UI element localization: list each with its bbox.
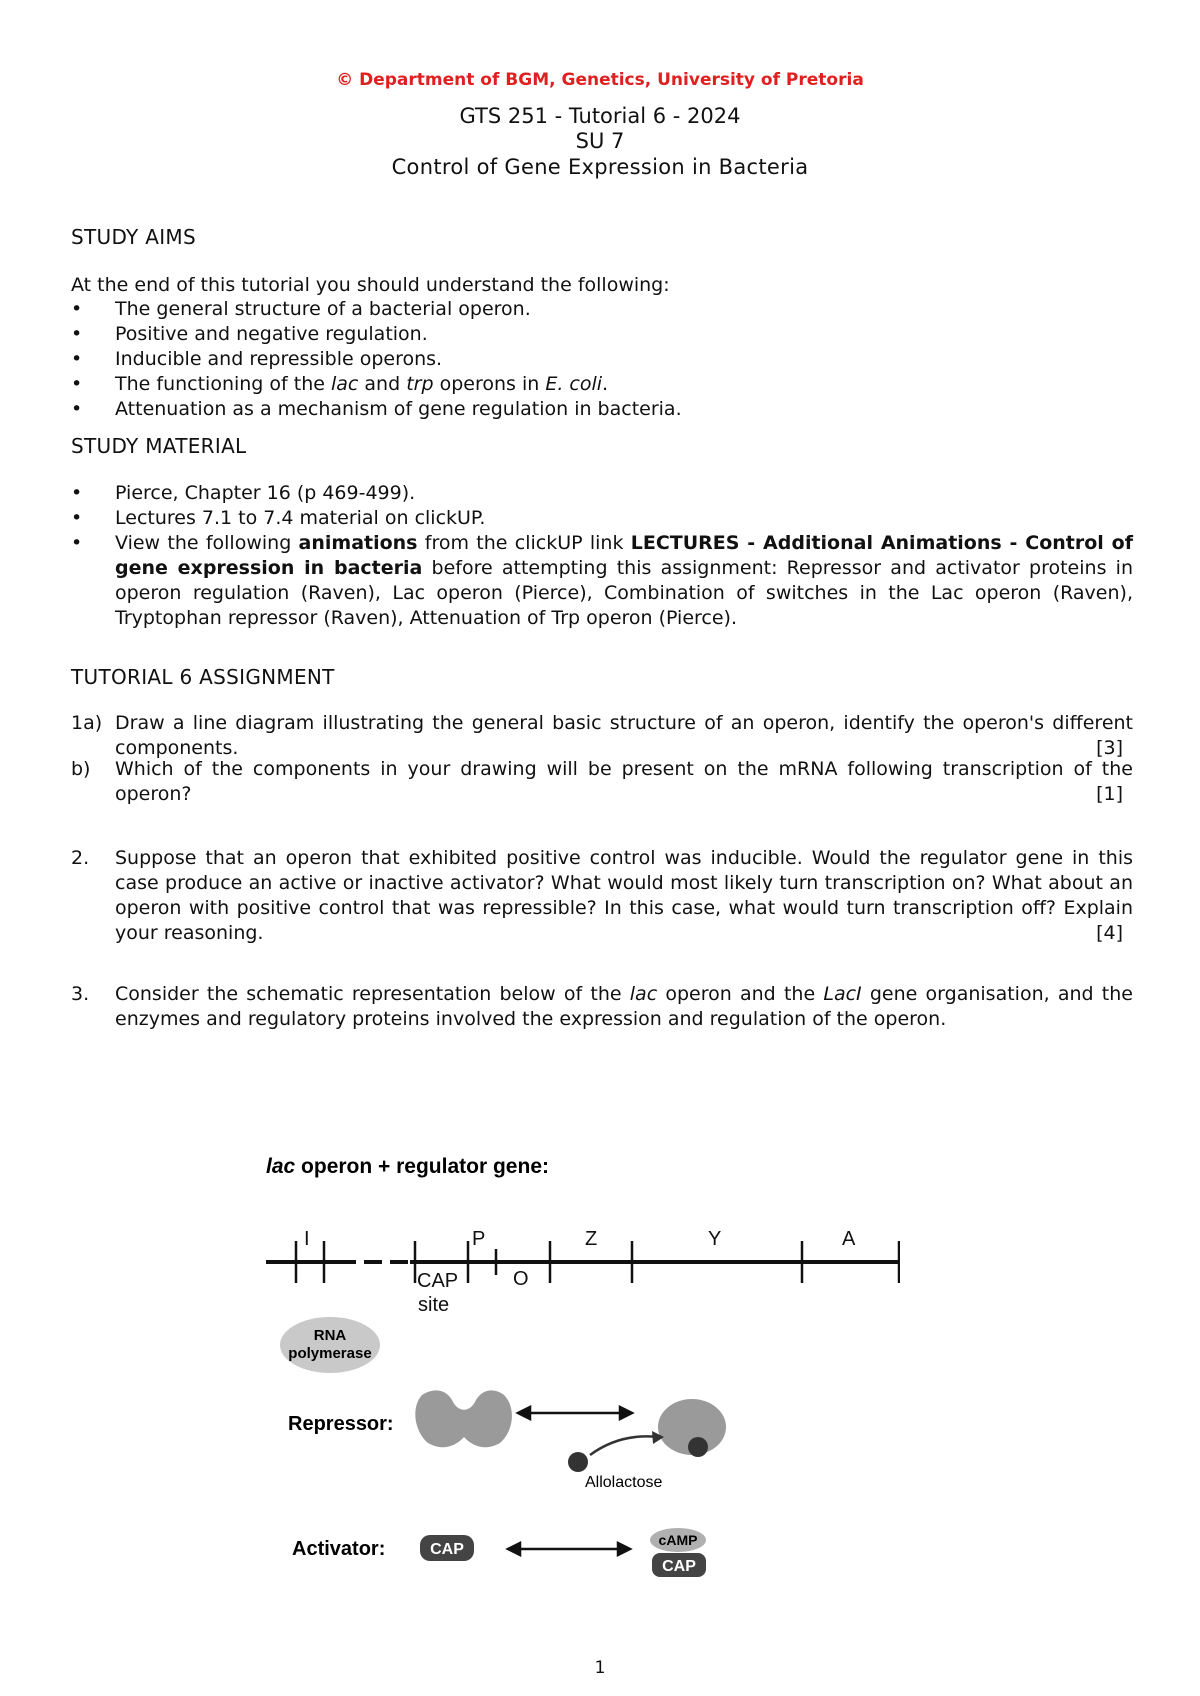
camp-badge: cAMP <box>658 1532 698 1548</box>
study-unit: SU 7 <box>575 129 625 153</box>
cap-badge: CAP <box>430 1541 464 1558</box>
list-item: • Lectures 7.1 to 7.4 material on clickUP. <box>71 507 486 529</box>
repressor-equilibrium-arrow <box>518 1407 632 1419</box>
list-item: • Pierce, Chapter 16 (p 469-499). <box>71 482 416 504</box>
bullet-icon: • <box>71 507 83 529</box>
study-aims-intro: At the end of this tutorial you should understand the following: <box>71 274 670 296</box>
list-item: • Attenuation as a mechanism of gene regulation in bacteria. <box>71 398 682 420</box>
mark-allocation: [3] <box>1096 737 1123 759</box>
lac-operon-diagram <box>180 1155 900 1625</box>
list-item: • Inducible and repressible operons. <box>71 348 443 370</box>
question-1b: b) Which of the components in your drawing will be present on the mRNA following transcription of the operon? [1] <box>71 758 1133 805</box>
bullet-icon: • <box>71 298 83 320</box>
question-2: 2. Suppose that an operon that exhibited positive control was inducible. Would the regulator gene in this case produce an active or inactive activator? What would most likely turn transcription on? What about an operon with positive control that was repressible? In this case, what would turn transcription off? Explain your reasoning. [4] <box>71 847 1133 944</box>
list-item: • Positive and negative regulation. <box>71 323 428 345</box>
bullet-icon: • <box>71 348 83 370</box>
gene-label-a: A <box>842 1228 856 1250</box>
cap-site-label: CAP <box>417 1270 459 1292</box>
bullet-icon: • <box>71 482 83 504</box>
question-number: 1a) <box>71 712 103 734</box>
question-number: b) <box>71 758 91 780</box>
gene-label-i: I <box>304 1228 310 1250</box>
diagram-title: lac operon + regulator gene: <box>266 1155 549 1178</box>
mark-allocation: [1] <box>1096 783 1123 805</box>
cap-badge-bound: CAP <box>662 1558 696 1575</box>
study-aims-heading: STUDY AIMS <box>71 225 196 249</box>
svg-text:RNA: RNA <box>313 1327 347 1344</box>
list-item: • The functioning of the lac and trp operons in E. coli. <box>71 373 609 395</box>
gene-label-y: Y <box>708 1228 722 1250</box>
question-number: 2. <box>71 847 90 869</box>
question-3: 3. Consider the schematic representation below of the lac operon and the LacI gene organisation, and the enzymes and regulatory proteins involved the expression and regulation of the operon. <box>71 983 1133 1030</box>
study-material-heading: STUDY MATERIAL <box>71 434 247 458</box>
operator-label: O <box>513 1268 529 1290</box>
bullet-icon: • <box>71 323 83 345</box>
rna-polymerase-shape <box>280 1317 380 1373</box>
allolactose-label: Allolactose <box>585 1474 663 1491</box>
study-aims-list <box>71 297 1133 422</box>
bullet-icon: • <box>71 398 83 420</box>
activator-label: Activator: <box>292 1538 386 1560</box>
question-number: 3. <box>71 983 90 1005</box>
binding-arrow <box>590 1436 658 1455</box>
assignment-heading: TUTORIAL 6 ASSIGNMENT <box>71 665 335 689</box>
bound-allolactose-icon <box>688 1437 708 1457</box>
gene-label-p: P <box>472 1228 486 1250</box>
gene-label-z: Z <box>585 1228 598 1250</box>
study-material-list <box>71 481 1133 631</box>
bullet-icon: • <box>71 373 83 395</box>
bullet-icon: • <box>71 532 83 554</box>
repressor-label: Repressor: <box>288 1413 394 1435</box>
mark-allocation: [4] <box>1096 922 1123 944</box>
document-subtitle: Control of Gene Expression in Bacteria <box>391 155 809 179</box>
repressor-shape <box>415 1390 512 1447</box>
svg-text:polymerase: polymerase <box>288 1345 372 1362</box>
question-1a: 1a) Draw a line diagram illustrating the general basic structure of an operon, identify the operon's different components. [3] <box>71 712 1133 759</box>
list-item: • View the following animations from the clickUP link LECTURES - Additional Animations - Control of gene expression in bacteria before attempting this assignment: Repressor and activator proteins in operon regulation (Raven), Lac operon (Pierce), Combination of switches in the Lac operon (Raven), Tryptophan repressor (Raven), Attenuation of Trp operon (Pierce). <box>71 532 1133 629</box>
copyright-notice: © Department of BGM, Genetics, University of Pretoria <box>336 70 864 90</box>
site-label: site <box>418 1294 450 1316</box>
page-number: 1 <box>594 1658 606 1678</box>
list-item: • The general structure of a bacterial operon. <box>71 298 531 320</box>
activator-equilibrium-arrow <box>508 1543 630 1555</box>
course-title: GTS 251 - Tutorial 6 - 2024 <box>459 104 741 128</box>
allolactose-icon <box>568 1452 588 1472</box>
